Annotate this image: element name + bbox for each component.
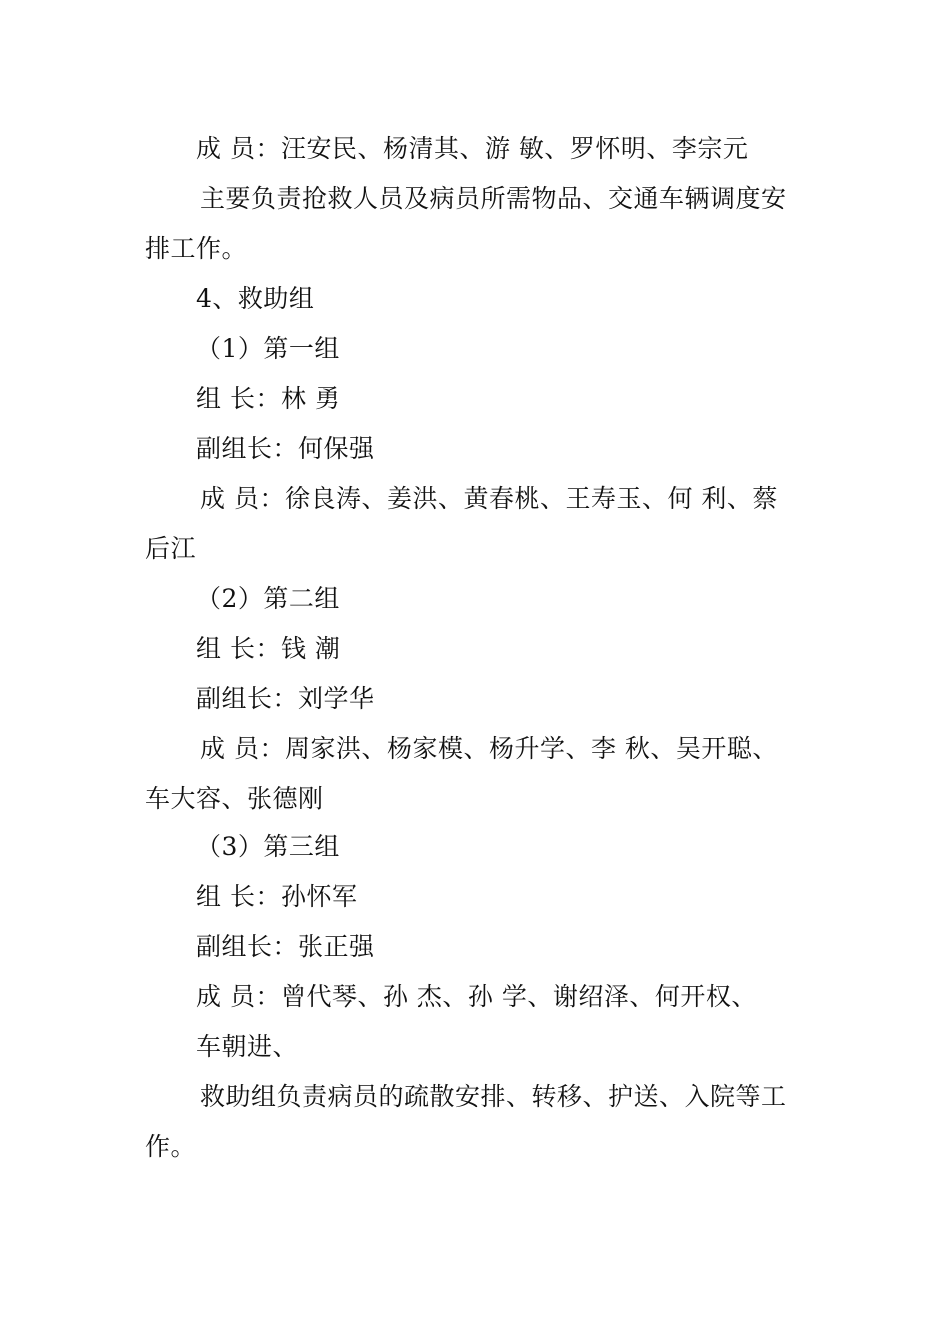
group-1-deputy: 副组长：何保强 — [196, 434, 375, 463]
group-1-heading: （1）第一组 — [196, 334, 340, 363]
group-3-leader: 组 长：孙怀军 — [196, 882, 358, 911]
group-1-members-line-2: 后江 — [145, 534, 197, 563]
rescue-duty-line-1: 救助组负责病员的疏散安排、转移、护送、入院等工 — [200, 1082, 787, 1111]
group-2-members-line-2: 车大容、张德刚 — [145, 784, 324, 813]
group-2-heading: （2）第二组 — [196, 584, 340, 613]
logistics-duty-line-2: 排工作。 — [145, 234, 248, 263]
logistics-duty-line-1: 主要负责抢救人员及病员所需物品、交通车辆调度安 — [200, 184, 787, 213]
group-2-leader: 组 长：钱 潮 — [196, 634, 341, 663]
section-heading-rescue: 4、救助组 — [196, 284, 315, 313]
group-2-deputy: 副组长：刘学华 — [196, 684, 375, 713]
group-2-members-line-1: 成 员：周家洪、杨家模、杨升学、李 秋、吴开聪、 — [200, 734, 778, 763]
group-3-members-line-1: 成 员：曾代琴、孙 杰、孙 学、谢绍泽、何开权、 — [196, 982, 757, 1011]
group-1-members-line-1: 成 员：徐良涛、姜洪、黄春桃、王寿玉、何 利、蔡 — [200, 484, 778, 513]
logistics-members-line: 成 员：汪安民、杨清其、游 敏、罗怀明、李宗元 — [196, 134, 749, 163]
rescue-duty-line-2: 作。 — [145, 1132, 197, 1161]
group-3-heading: （3）第三组 — [196, 832, 340, 861]
group-3-members-line-2: 车朝进、 — [196, 1032, 299, 1061]
group-3-deputy: 副组长：张正强 — [196, 932, 375, 961]
group-1-leader: 组 长：林 勇 — [196, 384, 341, 413]
